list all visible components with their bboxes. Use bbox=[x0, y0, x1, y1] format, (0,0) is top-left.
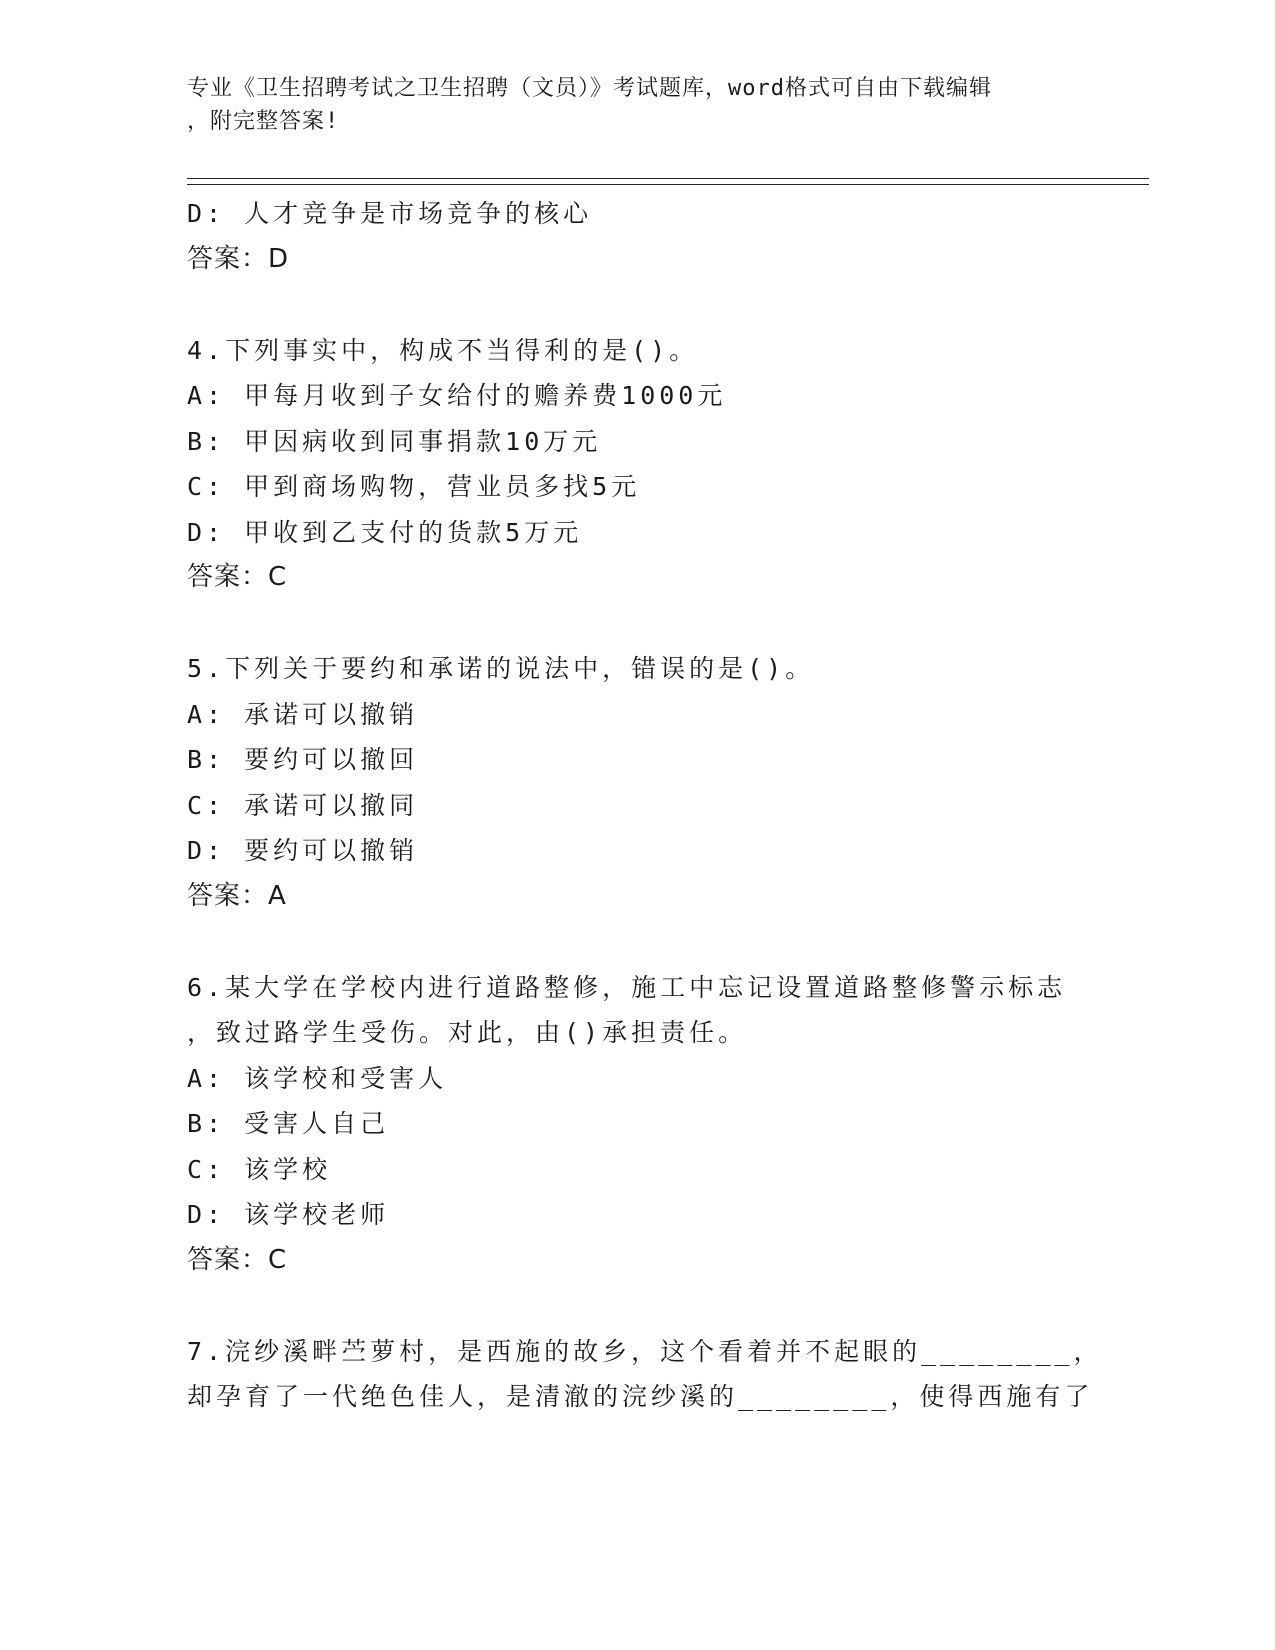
answer-line: 答案：D bbox=[187, 243, 290, 274]
spacer bbox=[187, 1283, 1137, 1329]
option-a: A: 甲每月收到子女给付的赡养费1000元 bbox=[187, 381, 727, 410]
header-line-1: 专业《卫生招聘考试之卫生招聘（文员）》考试题库，word格式可自由下载编辑 bbox=[187, 76, 992, 101]
option-d: D: 人才竞争是市场竞争的核心 bbox=[187, 199, 593, 228]
option-b: B: 受害人自己 bbox=[187, 1109, 390, 1138]
spacer bbox=[187, 282, 1137, 328]
option-d: D: 该学校老师 bbox=[187, 1200, 390, 1229]
option-c: C: 承诺可以撤同 bbox=[187, 790, 419, 820]
answer-line: 答案：C bbox=[187, 1244, 288, 1275]
header-line-2: ，附完整答案! bbox=[187, 109, 340, 134]
spacer bbox=[187, 601, 1137, 647]
answer-line: 答案：A bbox=[187, 880, 287, 911]
page-header bbox=[187, 72, 1087, 138]
question-content bbox=[187, 191, 1137, 1420]
question-stem-line-1: 7.浣纱溪畔苎萝村，是西施的故乡，这个看着并不起眼的________， bbox=[187, 1336, 1103, 1366]
option-c: C: 甲到商场购物，营业员多找5元 bbox=[187, 472, 641, 501]
question-stem: 4.下列事实中，构成不当得利的是()。 bbox=[187, 335, 699, 365]
option-d: D: 要约可以撤销 bbox=[187, 836, 419, 865]
question-stem-line-2: 却孕育了一代绝色佳人，是清澈的浣纱溪的________，使得西施有了 bbox=[187, 1382, 1094, 1411]
option-b: B: 甲因病收到同事捐款10万元 bbox=[187, 426, 602, 456]
option-b: B: 要约可以撤回 bbox=[187, 745, 419, 774]
question-stem-line-1: 6.某大学在学校内进行道路整修，施工中忘记设置道路整修警示标志 bbox=[187, 972, 1067, 1002]
question-5 bbox=[187, 646, 1137, 919]
option-a: A: 该学校和受害人 bbox=[187, 1063, 448, 1093]
answer-line: 答案：C bbox=[187, 562, 288, 592]
question-stem: 5.下列关于要约和承诺的说法中，错误的是()。 bbox=[187, 654, 815, 683]
option-d: D: 甲收到乙支付的货款5万元 bbox=[187, 517, 583, 547]
header-divider-bottom bbox=[187, 184, 1149, 185]
spacer bbox=[187, 919, 1137, 965]
question-7 bbox=[187, 1329, 1137, 1420]
question-4 bbox=[187, 328, 1137, 601]
question-6 bbox=[187, 965, 1137, 1284]
option-a: A: 承诺可以撤销 bbox=[187, 699, 419, 729]
option-c: C: 该学校 bbox=[187, 1154, 332, 1184]
header-divider-top bbox=[187, 178, 1149, 179]
question-stem-line-2: ，致过路学生受伤。对此，由()承担责任。 bbox=[187, 1018, 748, 1047]
